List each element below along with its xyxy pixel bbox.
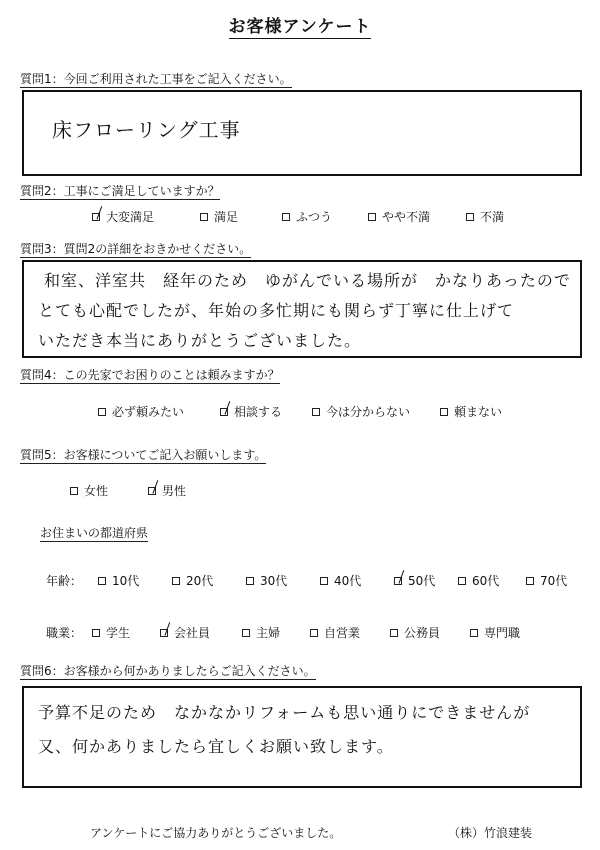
age-option-10s[interactable]: 10代 [98, 572, 139, 589]
question-1-answer-box[interactable] [22, 90, 582, 176]
checkbox[interactable] [440, 408, 448, 416]
job-option-self-employed[interactable]: 自営業 [310, 624, 360, 641]
job-option-student[interactable]: 学生 [92, 624, 130, 641]
checkbox[interactable] [70, 487, 78, 495]
age-option-50s[interactable]: 50代 [394, 572, 435, 589]
occupation-label: 職業： [46, 626, 83, 640]
q2-option-somewhat-dissatisfied[interactable]: やや不満 [368, 208, 430, 225]
age-option-40s[interactable]: 40代 [320, 572, 361, 589]
job-option-homemaker[interactable]: 主婦 [242, 624, 280, 641]
question-4-label: 質問4：この先家でお困りのことは頼みますか？ [20, 368, 280, 382]
checkbox[interactable] [320, 577, 328, 585]
q2-option-neutral[interactable]: ふつう [282, 208, 332, 225]
checkbox-checked[interactable] [394, 577, 402, 585]
checkbox[interactable] [312, 408, 320, 416]
question-1-label: 質問1：今回ご利用された工事をご記入ください。 [20, 72, 292, 86]
checkbox[interactable] [98, 577, 106, 585]
q2-option-satisfied[interactable]: 満足 [200, 208, 238, 225]
checkbox[interactable] [470, 629, 478, 637]
checkbox[interactable] [310, 629, 318, 637]
checkbox[interactable] [368, 213, 376, 221]
question-5-label: 質問5：お客様についてご記入お願いします。 [20, 448, 267, 462]
checkbox[interactable] [172, 577, 180, 585]
question-3-label: 質問3：質問2の詳細をおきかせください。 [20, 242, 252, 256]
footer-thanks: アンケートにご協力ありがとうございました。 [90, 826, 342, 840]
age-option-30s[interactable]: 30代 [246, 572, 287, 589]
checkbox[interactable] [92, 629, 100, 637]
page-title: お客様アンケート [228, 17, 372, 37]
question-3-answer-line-3: いただき本当にありがとうございました。 [38, 331, 362, 350]
job-option-civil-servant[interactable]: 公務員 [390, 624, 440, 641]
question-6-answer-box[interactable] [22, 686, 582, 788]
question-6-answer-line-1: 予算不足のため なかなかリフォームも思い通りにできませんが [38, 703, 531, 722]
checkbox[interactable] [200, 213, 208, 221]
q5-option-male[interactable]: 男性 [148, 482, 186, 499]
age-label: 年齢： [46, 574, 83, 588]
age-option-70s[interactable]: 70代 [526, 572, 567, 589]
q2-option-dissatisfied[interactable]: 不満 [466, 208, 504, 225]
checkbox-checked[interactable] [160, 629, 168, 637]
checkbox[interactable] [242, 629, 250, 637]
checkbox[interactable] [458, 577, 466, 585]
footer-company: （株）竹浪建装 [448, 826, 533, 840]
q4-option-dont-know[interactable]: 今は分からない [312, 403, 410, 420]
checkbox-checked[interactable] [220, 408, 228, 416]
job-option-employee[interactable]: 会社員 [160, 624, 210, 641]
age-option-20s[interactable]: 20代 [172, 572, 213, 589]
question-2-label: 質問2：工事にご満足していますか？ [20, 184, 220, 198]
checkbox[interactable] [526, 577, 534, 585]
q5-option-female[interactable]: 女性 [70, 482, 108, 499]
question-3-answer-box[interactable] [22, 260, 582, 358]
question-3-answer-line-2: とても心配でしたが、年始の多忙期にも関らず丁寧に仕上げて [38, 301, 515, 320]
question-3-answer-line-1: 和室、洋室共 経年のため ゆがんでいる場所が かなりあったので [44, 271, 571, 290]
checkbox-checked[interactable] [92, 213, 100, 221]
age-option-60s[interactable]: 60代 [458, 572, 499, 589]
q4-option-wont-ask[interactable]: 頼まない [440, 403, 502, 420]
checkbox[interactable] [98, 408, 106, 416]
checkbox[interactable] [390, 629, 398, 637]
question-6-label: 質問6：お客様から何かありましたらご記入ください。 [20, 664, 316, 678]
checkbox[interactable] [282, 213, 290, 221]
checkbox[interactable] [466, 213, 474, 221]
q4-option-consult[interactable]: 相談する [220, 403, 282, 420]
question-6-answer-line-2: 又、何かありましたら宜しくお願い致します。 [38, 737, 394, 756]
q4-option-definitely[interactable]: 必ず頼みたい [98, 403, 184, 420]
checkbox-checked[interactable] [148, 487, 156, 495]
checkbox[interactable] [246, 577, 254, 585]
job-option-professional[interactable]: 専門職 [470, 624, 520, 641]
q2-option-very-satisfied[interactable]: 大変満足 [92, 208, 154, 225]
question-1-answer: 床フローリング工事 [52, 118, 241, 142]
prefecture-label: お住まいの都道府県 [40, 526, 149, 540]
